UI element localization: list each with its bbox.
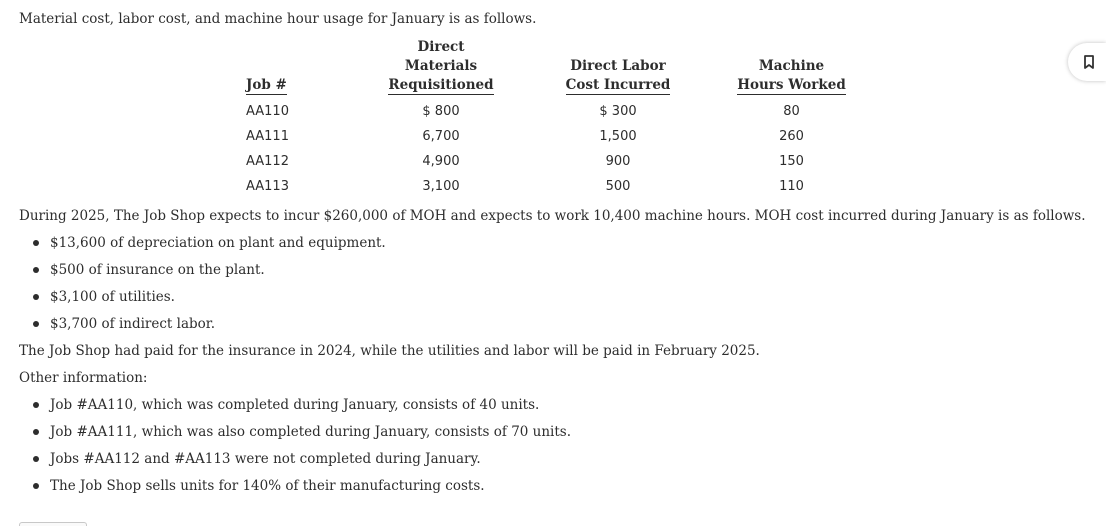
list-item xyxy=(33,423,571,450)
header-direct-materials xyxy=(352,38,530,99)
list-item-text: $500 of insurance on the plant. xyxy=(50,262,265,278)
cell-direct-labor: $ 300 xyxy=(599,104,637,119)
job-cost-table xyxy=(238,38,877,199)
list-item xyxy=(33,261,386,288)
list-item-text: The Job Shop sells units for 140% of their manufacturing costs. xyxy=(50,478,485,494)
bullet-icon xyxy=(33,294,39,300)
bullet-icon xyxy=(33,240,39,246)
header-dl-line2: Cost Incurred xyxy=(565,77,671,93)
cell-machine-hours: 80 xyxy=(783,104,800,119)
moh-paragraph: During 2025, The Job Shop expects to incur $260,000 of MOH and expects to work 10,400 machine hours. MOH cost incurred during January is as follows. xyxy=(19,208,1086,224)
list-item xyxy=(33,315,386,342)
cell-machine-hours: 150 xyxy=(779,154,804,169)
header-dm-line1: Direct xyxy=(417,39,465,55)
other-info-list xyxy=(33,396,571,504)
list-item-text: Job #AA111, which was also completed during January, consists of 70 units. xyxy=(50,424,572,440)
list-item xyxy=(33,288,386,315)
table-header-row xyxy=(238,38,877,99)
cell-direct-labor: 900 xyxy=(605,154,631,169)
header-machine-hours xyxy=(706,38,877,99)
header-mh-line1: Machine xyxy=(758,58,825,74)
list-item xyxy=(33,396,571,423)
list-item xyxy=(33,234,386,261)
cell-direct-materials: 6,700 xyxy=(422,129,460,144)
cell-job: AA110 xyxy=(246,104,289,119)
header-dm-line2: Materials xyxy=(404,58,478,74)
cell-direct-labor: 500 xyxy=(605,179,631,194)
list-item xyxy=(33,477,571,504)
cell-machine-hours: 110 xyxy=(779,179,804,194)
table-row xyxy=(238,174,877,199)
cell-direct-labor: 1,500 xyxy=(599,129,637,144)
cell-job: AA113 xyxy=(246,179,289,194)
list-item xyxy=(33,450,571,477)
cell-job: AA112 xyxy=(246,154,289,169)
bookmark-icon xyxy=(1083,55,1095,69)
bullet-icon xyxy=(33,402,39,408)
cell-direct-materials: 3,100 xyxy=(422,179,460,194)
list-item-text: Jobs #AA112 and #AA113 were not completed during January. xyxy=(50,451,481,467)
cell-job: AA111 xyxy=(246,129,289,144)
list-item-text: $13,600 of depreciation on plant and equipment. xyxy=(50,235,386,251)
bookmark-button[interactable] xyxy=(1068,43,1106,81)
cell-direct-materials: $ 800 xyxy=(422,104,460,119)
table-row xyxy=(238,99,877,124)
cell-direct-materials: 4,900 xyxy=(422,154,460,169)
header-job xyxy=(238,38,352,99)
list-item-text: Job #AA110, which was completed during January, consists of 40 units. xyxy=(50,397,540,413)
bottom-button-stub[interactable] xyxy=(19,522,87,526)
other-info-label: Other information: xyxy=(19,370,148,386)
bullet-icon xyxy=(33,483,39,489)
header-direct-labor xyxy=(530,38,706,99)
header-job-label: Job # xyxy=(246,77,287,93)
header-dm-line3: Requisitioned xyxy=(388,77,494,93)
header-mh-line2: Hours Worked xyxy=(737,77,846,93)
list-item-text: $3,100 of utilities. xyxy=(50,289,175,305)
cell-machine-hours: 260 xyxy=(779,129,804,144)
intro-text: Material cost, labor cost, and machine hour usage for January is as follows. xyxy=(19,11,537,27)
header-dl-line1: Direct Labor xyxy=(570,58,666,74)
table-row xyxy=(238,149,877,174)
payment-paragraph: The Job Shop had paid for the insurance in 2024, while the utilities and labor will be paid in February 2025. xyxy=(19,343,760,359)
bullet-icon xyxy=(33,456,39,462)
table-row xyxy=(238,124,877,149)
moh-list xyxy=(33,234,386,342)
list-item-text: $3,700 of indirect labor. xyxy=(50,316,216,332)
bullet-icon xyxy=(33,267,39,273)
bullet-icon xyxy=(33,321,39,327)
bullet-icon xyxy=(33,429,39,435)
